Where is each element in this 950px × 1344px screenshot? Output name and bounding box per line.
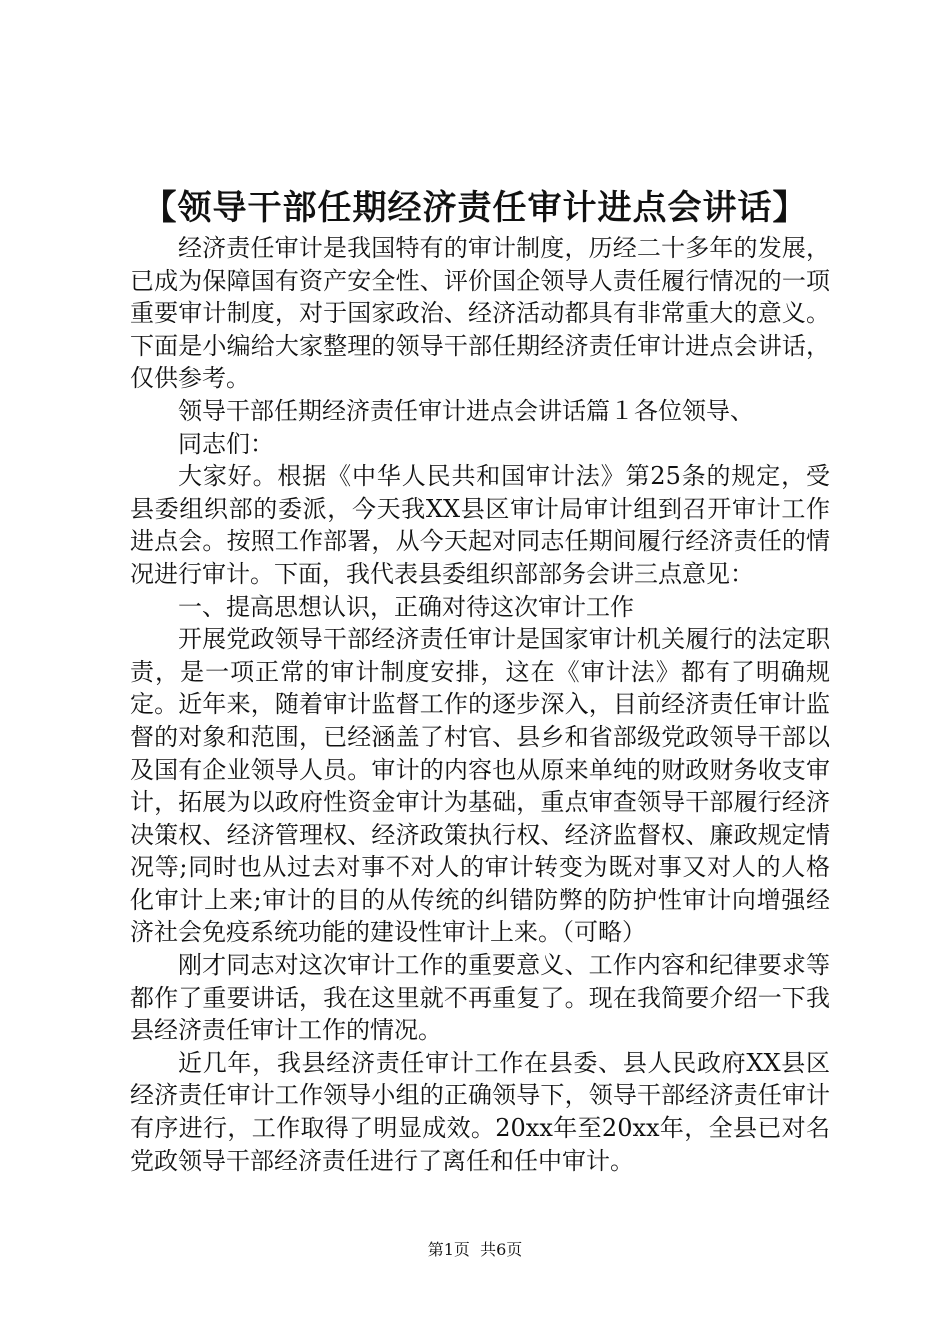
document-title: 【领导干部任期经济责任审计进点会讲话】 (142, 188, 808, 228)
paragraph-remarks: 刚才同志对这次审计工作的重要意义、工作内容和纪律要求等都作了重要讲话，我在这里就不再重复了。现在我简要介绍一下我县经济责任审计工作的情况。 (130, 951, 830, 1045)
paragraph-speech-heading: 领导干部任期经济责任审计进点会讲话篇１各位领导、 (178, 396, 754, 425)
paragraph-audit-duty: 开展党政领导干部经济责任审计是国家审计机关履行的法定职责，是一项正常的审计制度安排，这在《审计法》都有了明确规定。近年来，随着审计监督工作的逐步深入，目前经济责任审计监督的对象和范围，已经涵盖了村官、县乡和省部级党政领导干部以及国有企业领导人员。审计的内容也从原来单纯的财政财务收支审计，拓展为以政府性资金审计为基础，重点审查领导干部履行经济决策权、经济管理权、经济政策执行权、经济监督权、廉政规定情况等;同时也从过去对事不对人的审计转变为既对事又对人的人格化审计上来;审计的目的从传统的纠错防弊的防护性审计向增强经济社会免疫系统功能的建设性审计上来。（可略） (130, 625, 830, 947)
document-body (130, 232, 830, 1177)
paragraph-intro: 经济责任审计是我国特有的审计制度，历经二十多年的发展，已成为保障国有资产安全性、评价国企领导人责任履行情况的一项重要审计制度，对于国家政治、经济活动都具有非常重大的意义。下面是小编给大家整理的领导干部任期经济责任审计进点会讲话，仅供参考。 (130, 234, 830, 393)
page-footer (0, 1240, 950, 1260)
paragraph-recent-years: 近几年，我县经济责任审计工作在县委、县人民政府XX县区经济责任审计工作领导小组的正确领导下，领导干部经济责任审计有序进行，工作取得了明显成效。20xx年至20xx年，全县已对名党政领导干部经济责任进行了离任和任中审计。 (130, 1048, 830, 1175)
section-heading-1: 一、提高思想认识，正确对待这次审计工作 (178, 592, 634, 621)
paragraph-salutation: 同志们： (178, 429, 274, 458)
page-number-label: 第1页 共6页 (427, 1240, 523, 1259)
paragraph-opening: 大家好。根据《中华人民共和国审计法》第25条的规定，受县委组织部的委派，今天我XX县区审计局审计组到召开审计工作进点会。按照工作部署，从今天起对同志任期间履行经济责任的情况进行审计。下面，我代表县委组织部部务会讲三点意见： (130, 462, 830, 588)
